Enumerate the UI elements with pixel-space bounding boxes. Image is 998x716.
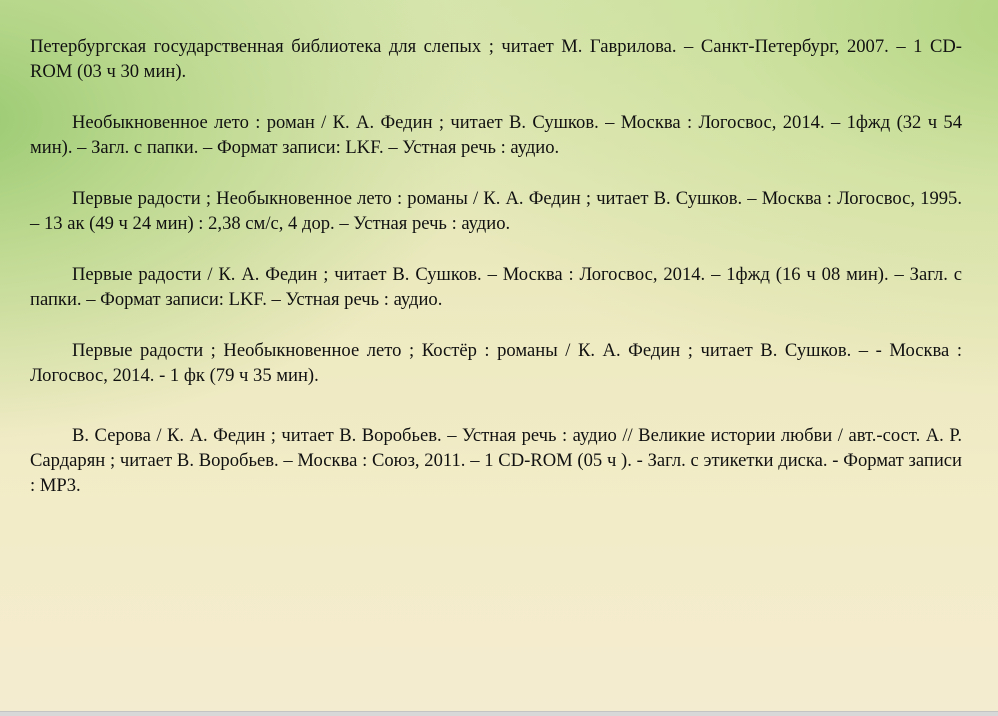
bibliography-entry-4: Первые радости / К. А. Федин ; читает В. Сушков. – Москва : Логосвос, 2014. – 1фжд (16 ч 08 мин). – Загл. с папки. – Формат записи: LKF. – Устная речь : аудио. (30, 264, 962, 310)
bottom-divider (0, 711, 998, 716)
bibliography-entry-6: В. Серова / К. А. Федин ; читает В. Воробьев. – Устная речь : аудио // Великие истории любви / авт.-сост. А. Р. Сардарян ; читает В. Воробьев. – Москва : Союз, 2011. – 1 CD-ROM (05 ч ). - Загл. с этикетки диска. - Формат записи : MP3. (30, 425, 962, 496)
bibliography-list (30, 34, 962, 498)
bibliography-entry-3: Первые радости ; Необыкновенное лето : романы / К. А. Федин ; читает В. Сушков. – Москва : Логосвос, 1995. – 13 ак (49 ч 24 мин) : 2,38 см/с, 4 дор. – Устная речь : аудио. (30, 188, 962, 234)
bibliography-entry-1: Петербургская государственная библиотека для слепых ; читает М. Гаврилова. – Санкт-Петербург, 2007. – 1 CD-ROM (03 ч 30 мин). (30, 36, 962, 82)
bibliography-entry-5: Первые радости ; Необыкновенное лето ; Костёр : романы / К. А. Федин ; читает В. Сушков. – - Москва : Логосвос, 2014. - 1 фк (79 ч 35 мин). (30, 340, 962, 386)
bibliography-entry-2: Необыкновенное лето : роман / К. А. Федин ; читает В. Сушков. – Москва : Логосвос, 2014. – 1фжд (32 ч 54 мин). – Загл. с папки. – Формат записи: LKF. – Устная речь : аудио. (30, 112, 962, 158)
